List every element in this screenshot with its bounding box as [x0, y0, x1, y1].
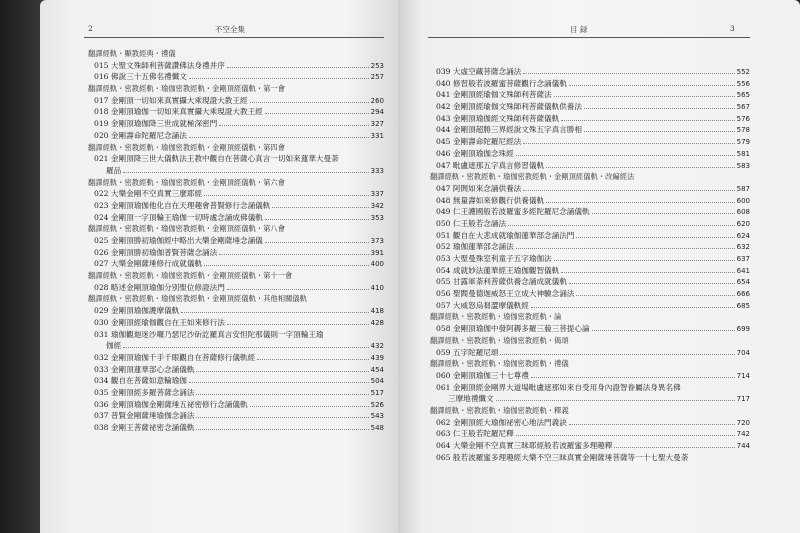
toc-entry — [428, 370, 750, 382]
dot-leader — [561, 120, 734, 121]
entry-title: 061 金剛頂經金剛界大道場毗盧遮那如來自受用身內證智眷屬法身異名佛 — [436, 382, 681, 392]
dot-leader — [196, 371, 368, 372]
toc-entry — [86, 118, 384, 130]
entry-title: 059 五字陀羅尼頌 — [436, 347, 499, 357]
entry-title: 041 金剛頂經瑜伽文殊師利菩薩法 — [436, 90, 552, 100]
dot-leader — [554, 96, 735, 97]
dot-leader — [569, 85, 735, 86]
entry-title: 翻譯經軌・密教經軌・瑜伽密教經軌・金剛頂經儀軌・第六會 — [88, 177, 286, 187]
entry-page-number: 632 — [736, 243, 750, 252]
dot-leader — [204, 265, 369, 266]
running-head: 不空全集 — [215, 25, 245, 34]
toc-entry — [86, 153, 384, 165]
dot-leader — [592, 213, 735, 214]
entry-title: 翻譯經軌・密教經軌・瑜伽密教經軌・金剛頂經儀軌・第八會 — [88, 224, 286, 234]
entry-page-number: 654 — [736, 278, 750, 287]
toc-entry — [86, 422, 384, 434]
entry-title: 049 仁王護國般若波羅蜜多經陀羅尼念誦儀軌 — [436, 207, 590, 217]
toc-entry — [86, 235, 384, 247]
entry-title: 053 大聖曼殊室利童子五字瑜伽法 — [436, 254, 552, 263]
entry-page-number: 744 — [736, 442, 750, 450]
entry-page-number: 373 — [370, 237, 384, 245]
section-heading — [86, 177, 384, 189]
dot-leader — [508, 225, 735, 226]
entry-page-number: 608 — [736, 208, 750, 217]
entry-page-number: 517 — [370, 388, 384, 397]
entry-title: 038 金剛王菩薩祕密念誦儀軌 — [94, 423, 195, 432]
dot-leader — [204, 195, 369, 196]
toc-entry — [428, 101, 750, 113]
toc-entry — [428, 265, 750, 277]
entry-page-number: 337 — [370, 190, 384, 199]
entry-page-number: 342 — [370, 201, 384, 210]
entry-title: 062 金剛頂經大瑜伽祕密心地法門義訣 — [436, 417, 567, 427]
toc-entry — [86, 212, 384, 224]
dot-leader — [265, 113, 369, 114]
dot-leader — [523, 73, 734, 74]
entry-page-number: 391 — [370, 248, 384, 257]
entry-title: 047 阿閦如來念誦供養法 — [436, 183, 522, 193]
dot-leader — [219, 254, 368, 255]
dot-leader — [181, 312, 368, 313]
toc-entry — [428, 136, 750, 148]
dot-leader — [196, 417, 368, 418]
section-heading — [428, 358, 750, 370]
entry-title: 018 金剛頂瑜伽一切如來真實攝大乘現證大教王經 — [94, 107, 263, 117]
page-number: 2 — [88, 24, 93, 33]
dot-leader — [584, 108, 735, 109]
entry-page-number: 333 — [370, 166, 384, 175]
entry-page-number: 699 — [736, 325, 750, 334]
entry-title: 060 金剛頂瑜伽三十七尊禮 — [436, 370, 529, 380]
toc-entry — [428, 89, 750, 101]
toc-entry — [428, 253, 750, 265]
dot-leader — [196, 429, 368, 430]
toc-entry — [428, 230, 750, 242]
entry-title: 054 成就妙法蓮華經王瑜伽觀智儀軌 — [436, 265, 560, 275]
section-heading — [86, 223, 384, 235]
dot-leader — [576, 295, 734, 296]
entry-title: 065 般若波羅蜜多理趣經大樂不空三昧真實金剛薩埵菩薩等一十七聖大曼荼 — [436, 452, 689, 462]
entry-page-number: 624 — [736, 231, 750, 240]
toc-entry — [86, 95, 384, 107]
toc-entry — [428, 452, 750, 464]
dot-leader — [592, 330, 735, 331]
dot-leader — [584, 131, 735, 132]
entry-page-number: 620 — [736, 219, 750, 228]
entry-page-number: 439 — [370, 353, 384, 362]
dot-leader — [123, 172, 368, 173]
entry-page-number: 504 — [370, 377, 384, 386]
entry-page-number: 428 — [370, 318, 384, 327]
entry-title: 022 大樂金剛不空真實三麼耶經 — [94, 189, 203, 199]
entry-page-number: 257 — [370, 73, 384, 82]
toc-entry — [428, 288, 750, 300]
toc-entry — [86, 258, 384, 270]
toc-entry — [428, 241, 750, 253]
toc-entry — [428, 124, 750, 136]
section-heading — [86, 270, 384, 282]
toc-entry — [86, 352, 384, 364]
dot-leader — [227, 324, 369, 325]
entry-title: 043 金剛頂瑜伽經文殊師利菩薩儀軌 — [436, 113, 560, 123]
entry-title: 037 普賢金剛薩埵瑜伽念誦法 — [94, 411, 195, 421]
entry-page-number: 432 — [370, 342, 384, 351]
right-page — [398, 0, 800, 533]
toc-entry — [86, 317, 384, 329]
toc-entry — [428, 183, 750, 195]
entry-title: 031 瑜伽觀迦迷沙囉乃瑟尼沙斫訖羅真言安怛陀那儀則一字頂輪王瑜 — [94, 329, 324, 339]
entry-title: 026 金剛頂勝初瑜伽普賢菩薩念誦法 — [94, 247, 218, 257]
section-heading — [86, 293, 384, 305]
entry-page-number: 331 — [370, 131, 384, 140]
toc-entry — [86, 329, 384, 341]
dot-leader — [531, 307, 735, 308]
page-number: 3 — [730, 24, 735, 33]
toc-entry — [86, 200, 384, 212]
entry-title: 021 金剛頂降三世大儀軌法王教中觀自在菩薩心真言一切如來蓮華大曼荼 — [94, 154, 339, 164]
section-heading — [428, 405, 750, 417]
entry-page-number: 637 — [736, 255, 750, 263]
dot-leader — [189, 78, 369, 79]
dot-leader — [554, 260, 735, 261]
entry-title: 033 金剛頂蓮華部心念誦儀軌 — [94, 364, 195, 374]
entry-page-number: 666 — [736, 290, 750, 299]
entry-title: 039 大虛空藏菩薩念誦法 — [436, 67, 522, 76]
toc-entry — [86, 282, 384, 294]
toc-entry — [86, 399, 384, 411]
toc-entry — [86, 106, 384, 118]
entry-page-number: 548 — [370, 424, 384, 432]
entry-page-number: 587 — [736, 184, 750, 193]
left-page — [40, 0, 400, 533]
dot-leader — [516, 435, 735, 436]
dot-leader — [265, 242, 369, 243]
dot-leader — [219, 125, 368, 126]
toc-entry — [428, 66, 750, 78]
entry-page-number: 714 — [736, 371, 750, 380]
dot-leader — [523, 143, 734, 144]
dot-leader — [227, 67, 369, 68]
toc-entry — [86, 130, 384, 142]
book-edge-shadow — [0, 0, 44, 533]
toc-entry — [86, 340, 384, 352]
entry-title: 046 金剛頂瑜伽念珠經 — [436, 148, 514, 158]
entry-title: 翻譯經軌・密教經軌・瑜伽密教經軌・金剛頂經儀軌・第四會 — [88, 142, 286, 152]
entry-page-number: 400 — [370, 260, 384, 269]
section-heading — [86, 142, 384, 154]
entry-page-number: 579 — [736, 138, 750, 147]
dot-leader — [561, 272, 734, 273]
entry-title: 063 仁王般若陀羅尼釋 — [436, 429, 514, 439]
entry-title: 羅品 — [106, 165, 122, 175]
entry-title: 050 仁王般若念誦法 — [436, 218, 507, 228]
entry-page-number: 526 — [370, 400, 384, 409]
toc-entry — [428, 218, 750, 230]
entry-title: 028 略述金剛頂瑜伽分別聖位修證法門 — [94, 282, 225, 292]
entry-title: 025 金剛頂勝初瑜伽經中略出大樂金剛薩埵念誦儀 — [94, 236, 263, 245]
toc-entry — [428, 300, 750, 312]
entry-page-number: 583 — [736, 161, 750, 170]
entry-page-number: 253 — [370, 61, 384, 70]
entry-title: 047 毗盧遮那五字真言修習儀軌 — [436, 160, 545, 170]
entry-title: 034 觀自在菩薩如意輪瑜伽 — [94, 376, 187, 386]
dot-leader — [272, 207, 368, 208]
entry-page-number: 581 — [736, 149, 750, 158]
entry-title: 翻譯經軌・密教經軌・瑜伽密教經軌・論 — [430, 312, 562, 322]
dot-leader — [546, 202, 735, 203]
toc-entry — [428, 160, 750, 172]
header-rule — [84, 37, 384, 38]
dot-leader — [227, 289, 369, 290]
toc-entry — [428, 323, 750, 335]
toc-list — [428, 66, 750, 463]
dot-leader — [196, 394, 368, 395]
entry-page-number: 418 — [370, 307, 384, 316]
dot-leader — [496, 400, 735, 401]
dot-leader — [265, 219, 369, 220]
entry-title: 020 金剛壽命陀羅尼念誦法 — [94, 130, 187, 140]
section-heading — [86, 48, 384, 60]
entry-title: 052 瑜伽蓮華部念誦法 — [436, 242, 514, 252]
entry-title: 056 聖閻曼德迦威怒王立成大神驗念誦法 — [436, 289, 575, 299]
dot-leader — [189, 137, 369, 138]
entry-title: 048 無量壽如來修觀行供養儀軌 — [436, 195, 545, 205]
entry-page-number: 327 — [370, 120, 384, 129]
toc-entry — [86, 387, 384, 399]
entry-title: 015 大聖文殊師利菩薩讚佛法身禮并序 — [94, 60, 225, 70]
toc-entry — [86, 375, 384, 387]
dot-leader — [614, 447, 734, 448]
toc-entry — [428, 428, 750, 440]
section-heading — [428, 171, 750, 183]
entry-title: 042 金剛頂經瑜伽文殊師利菩薩儀軌供養法 — [436, 102, 582, 112]
entry-title: 翻譯經軌・密教經軌・瑜伽密教經軌・金剛頂經儀軌・第一會 — [88, 84, 286, 94]
entry-title: 翻譯經軌・密教經軌・瑜伽密教經軌・釋義 — [430, 405, 569, 415]
toc-entry — [86, 71, 384, 83]
toc-list — [86, 48, 384, 434]
toc-entry — [86, 165, 384, 177]
dot-leader — [250, 102, 369, 103]
toc-entry — [86, 247, 384, 259]
entry-title: 翻譯經軌・密教經軌・瑜伽密教經軌・金剛頂經儀軌・改編經法 — [430, 172, 635, 182]
entry-page-number: 567 — [736, 103, 750, 112]
entry-title: 019 金剛頂瑜伽降三世成就極深密門 — [94, 119, 218, 129]
dot-leader — [531, 377, 735, 378]
entry-title: 伽經 — [106, 341, 122, 351]
entry-page-number: 565 — [736, 91, 750, 100]
entry-title: 045 金剛壽命陀羅尼經法 — [436, 137, 522, 147]
entry-title: 翻譯經軌・密教經軌・瑜伽密教經軌・金剛頂經儀軌・其他相關儀軌 — [88, 294, 307, 304]
toc-entry — [428, 195, 750, 207]
entry-title: 057 大威怒烏芻澀摩儀軌經 — [436, 300, 529, 310]
dot-leader — [576, 237, 734, 238]
entry-title: 三摩地禮懺文 — [448, 394, 494, 404]
entry-page-number: 742 — [736, 430, 750, 439]
entry-title: 027 大樂金剛薩埵修行成就儀軌 — [94, 259, 203, 269]
entry-title: 016 佛說三十五佛名禮懺文 — [94, 72, 187, 82]
entry-title: 055 甘露軍荼利菩薩供養念誦成就儀軌 — [436, 277, 567, 287]
toc-entry — [428, 440, 750, 452]
dot-leader — [123, 347, 368, 348]
entry-title: 036 金剛頂瑜伽金剛薩埵五祕密修行念誦儀軌 — [94, 399, 248, 409]
entry-page-number: 717 — [736, 395, 750, 404]
entry-title: 翻譯經軌・密教經軌・瑜伽密教經軌・禮儀 — [430, 359, 569, 369]
entry-page-number: 685 — [736, 301, 750, 310]
section-heading — [428, 311, 750, 323]
entry-title: 翻譯經軌・密教經軌・瑜伽密教經軌・金剛頂經儀軌・第十一會 — [88, 271, 293, 281]
entry-title: 035 金剛頂經多羅菩薩念誦法 — [94, 387, 195, 397]
toc-entry — [428, 382, 750, 394]
entry-page-number: 552 — [736, 68, 750, 76]
toc-entry — [86, 188, 384, 200]
entry-page-number: 704 — [736, 348, 750, 357]
entry-title: 017 金剛頂一切如來真實攝大乘現證大教王經 — [94, 95, 248, 105]
entry-title: 051 觀自在大悲成就瑜伽蓮華部念誦法門 — [436, 230, 575, 240]
dot-leader — [569, 283, 735, 284]
entry-page-number: 556 — [736, 79, 750, 88]
toc-entry — [86, 60, 384, 72]
dot-leader — [250, 406, 369, 407]
entry-title: 030 金剛頂經瑜伽觀自在王如來修行法 — [94, 317, 225, 327]
running-head: 目 録 — [570, 25, 588, 34]
dot-leader — [257, 359, 368, 360]
toc-entry — [428, 276, 750, 288]
dot-leader — [516, 155, 735, 156]
entry-page-number: 576 — [736, 114, 750, 123]
entry-page-number: 454 — [370, 365, 384, 374]
entry-page-number: 720 — [736, 418, 750, 427]
entry-title: 040 修習般若波羅蜜菩薩觀行念誦儀軌 — [436, 78, 567, 88]
entry-title: 044 金剛頂超勝三界經說文殊五字真言勝相 — [436, 125, 582, 135]
toc-entry — [428, 113, 750, 125]
toc-entry — [428, 148, 750, 160]
toc-entry — [86, 364, 384, 376]
header-rule — [428, 37, 750, 38]
entry-page-number: 578 — [736, 126, 750, 135]
toc-entry — [86, 410, 384, 422]
entry-page-number: 410 — [370, 283, 384, 292]
toc-entry — [86, 305, 384, 317]
dot-leader — [516, 248, 735, 249]
entry-title: 032 金剛頂瑜伽千手千眼觀自在菩薩修行儀軌經 — [94, 352, 256, 362]
toc-entry — [428, 206, 750, 218]
entry-page-number: 600 — [736, 196, 750, 205]
section-heading — [428, 335, 750, 347]
entry-title: 翻譯經軌・顯教經典・禮儀 — [88, 49, 176, 58]
section-heading — [86, 83, 384, 95]
entry-title: 024 金剛頂一字頂輪王瑜伽一切時處念誦成佛儀軌 — [94, 212, 263, 222]
dot-leader — [546, 167, 735, 168]
toc-entry — [428, 393, 750, 405]
toc-entry — [428, 417, 750, 429]
dot-leader — [569, 424, 735, 425]
entry-title: 058 金剛頂瑜伽中發阿耨多羅三藐三菩提心論 — [436, 324, 590, 334]
dot-leader — [189, 382, 369, 383]
entry-page-number: 260 — [370, 96, 384, 105]
entry-title: 翻譯經軌・密教經軌・瑜伽密教經軌・偈頌 — [430, 335, 569, 345]
dot-leader — [523, 190, 734, 191]
dot-leader — [500, 354, 734, 355]
entry-title: 023 金剛頂瑜伽他化自在天理趣會普賢修行念誦儀軌 — [94, 200, 271, 210]
entry-page-number: 353 — [370, 213, 384, 222]
entry-title: 029 金剛頂瑜伽護摩儀軌 — [94, 306, 180, 316]
entry-title: 064 大樂金剛不空真實三昧耶經般若波羅蜜多理趣釋 — [436, 441, 613, 450]
toc-entry — [428, 347, 750, 359]
entry-page-number: 543 — [370, 412, 384, 421]
toc-entry — [428, 78, 750, 90]
entry-page-number: 641 — [736, 266, 750, 275]
entry-page-number: 294 — [370, 108, 384, 117]
